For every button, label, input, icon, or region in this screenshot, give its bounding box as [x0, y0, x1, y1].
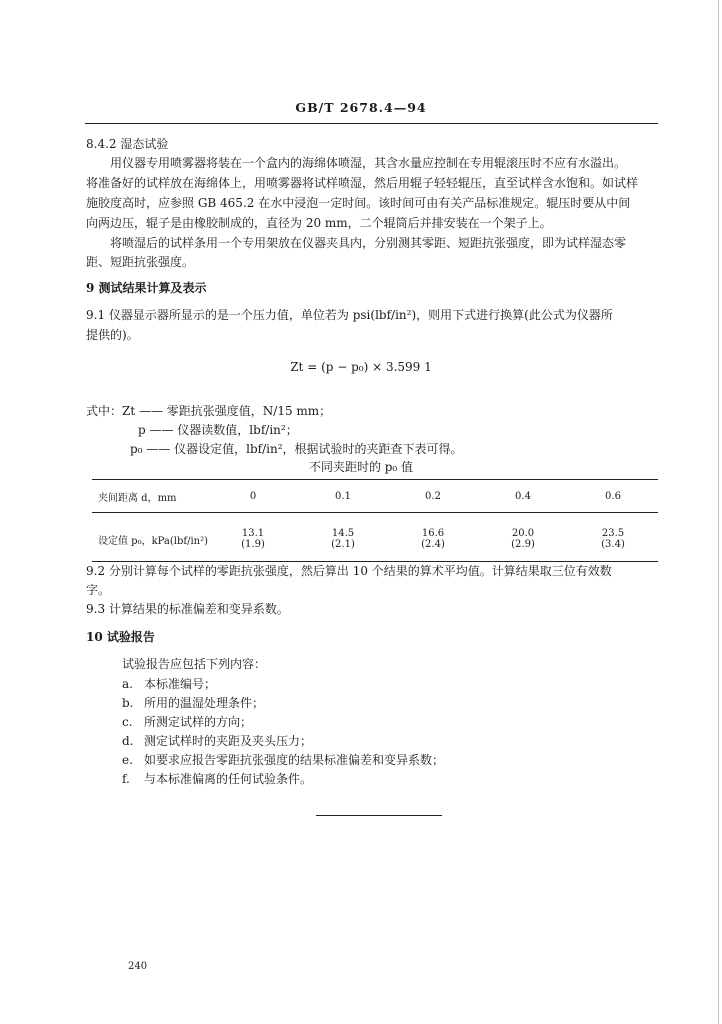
lbf-cell: (3.4): [568, 539, 658, 562]
section-9-heading: 9 测试结果计算及表示: [86, 281, 207, 295]
list-marker: e.: [122, 753, 133, 767]
table-row: [92, 513, 658, 540]
table-title: 不同夹距时的 p₀ 值: [308, 460, 414, 474]
standard-code-header: GB/T 2678.4—94: [295, 100, 427, 115]
lbf-cell: (2.1): [298, 539, 388, 562]
list-marker: a.: [122, 677, 133, 691]
list-item: [122, 693, 264, 713]
s842-line-2: 将准备好的试样放在海绵体上，用喷雾器将试样喷湿，然后用辊子轻轻辊压，直至试样含水饱和。如试样: [86, 176, 639, 190]
kpa-cell: 13.1: [241, 528, 265, 539]
distance-cell: 0.6: [568, 480, 658, 513]
setting-header-cell: 设定值 p₀，kPa(lbf/in²): [92, 513, 208, 562]
distance-cell: 0.2: [388, 480, 478, 513]
distance-header-cell: 夹间距离 d，mm: [92, 480, 208, 513]
lbf-cell: (2.9): [478, 539, 568, 562]
list-item: [122, 750, 444, 770]
s842-line-6: 距、短距抗张强度。: [86, 255, 195, 269]
lbf-cell: (1.9): [208, 539, 298, 562]
p0-table: [92, 479, 658, 562]
lbf-cell: (2.4): [388, 539, 478, 562]
page-number: 240: [128, 961, 148, 972]
s842-line-3: 施胶度高时，应参照 GB 465.2 在水中浸泡一定时间。该时间可由有关产品标准规定。辊压时要从中间: [86, 196, 631, 210]
distance-cell: 0.4: [478, 480, 568, 513]
s842-line-4: 向两边压，辊子是由橡胶制成的，直径为 20 mm，二个辊筒后并排安装在一个架子上。: [86, 216, 552, 230]
section-8-4-2-title: 8.4.2 湿态试验: [86, 137, 169, 151]
header-rule: [85, 123, 658, 124]
section-10-heading: 10 试验报告: [86, 630, 155, 644]
list-item: [122, 674, 216, 694]
list-text: 所测定试样的方向；: [144, 715, 253, 729]
where-zt: 式中：Zt —— 零距抗张强度值，N/15 mm；: [86, 404, 332, 418]
list-marker: f.: [122, 772, 130, 786]
list-text: 测定试样时的夹距及夹头压力；: [144, 734, 313, 748]
s93-line: 9.3 计算结果的标准偏差和变异系数。: [86, 602, 289, 616]
end-rule: [316, 815, 442, 816]
list-text: 如要求应报告零距抗张强度的结果标准偏差和变异系数；: [144, 753, 445, 767]
kpa-cell: 14.5: [331, 528, 355, 539]
list-text: 与本标准偏离的任何试验条件。: [144, 772, 313, 786]
table-row: [92, 480, 658, 513]
list-marker: b.: [122, 696, 134, 710]
s842-line-1: 用仪器专用喷雾器将装在一个盒内的海绵体喷湿，其含水量应控制在专用辊滚压时不应有水溢出。: [110, 156, 627, 170]
list-item: [122, 731, 312, 751]
kpa-cell: 16.6: [421, 528, 445, 539]
list-marker: c.: [122, 715, 133, 729]
s92-line-2: 字。: [86, 583, 111, 597]
s91-line-2: 提供的)。: [86, 328, 139, 342]
list-item: [122, 712, 252, 732]
list-text: 所用的温湿处理条件；: [144, 696, 265, 710]
list-marker: d.: [122, 734, 134, 748]
where-p: p —— 仪器读数值，lbf/in²；: [138, 423, 298, 437]
distance-cell: 0: [208, 480, 298, 513]
kpa-cell: 23.5: [601, 528, 625, 539]
s92-line-1: 9.2 分别计算每个试样的零距抗张强度，然后算出 10 个结果的算术平均值。计算结果取三位有效数: [86, 564, 612, 578]
distance-cell: 0.1: [298, 480, 388, 513]
scan-edge-line: [718, 0, 719, 1024]
where-p0: p₀ —— 仪器设定值，lbf/in²，根据试验时的夹距查下表可得。: [130, 442, 463, 456]
list-item: [122, 769, 312, 789]
s842-line-5: 将喷湿后的试样条用一个专用架放在仪器夹具内，分别测其零距、短距抗张强度，即为试样湿态零: [110, 236, 627, 250]
report-intro: 试验报告应包括下列内容：: [122, 657, 267, 671]
list-text: 本标准编号；: [144, 677, 217, 691]
kpa-cell: 20.0: [511, 528, 535, 539]
conversion-formula: Zt = (p − p₀) × 3.599 1: [290, 360, 432, 374]
s91-line-1: 9.1 仪器显示器所显示的是一个压力值，单位若为 psi(lbf/in²)，则用下式进行换算(此公式为仪器所: [86, 308, 613, 322]
